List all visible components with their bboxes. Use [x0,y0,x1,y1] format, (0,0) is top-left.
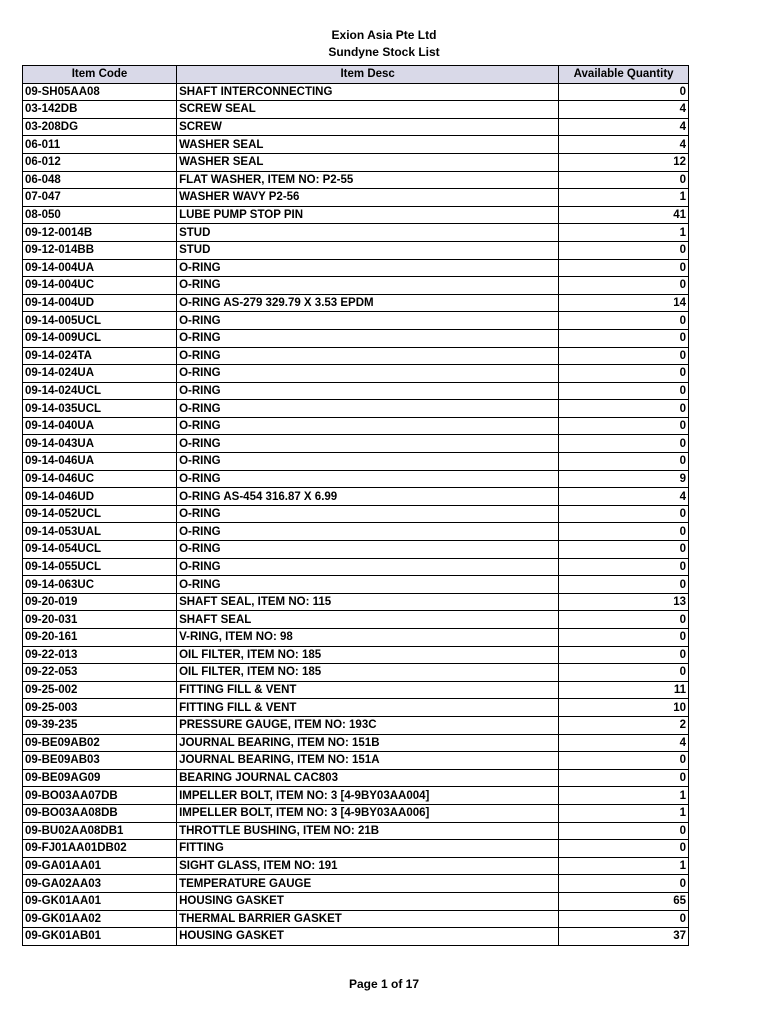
item-code-cell: 06-011 [23,136,177,154]
item-code-cell: 09-BE09AG09 [23,769,177,787]
table-row [23,593,689,611]
table-row [23,611,689,629]
item-code-cell: 09-14-024TA [23,347,177,365]
item-code-cell: 09-22-053 [23,664,177,682]
available-quantity-cell: 0 [559,171,689,189]
available-quantity-cell: 0 [559,312,689,330]
available-quantity-cell: 0 [559,365,689,383]
item-code-cell: 06-048 [23,171,177,189]
item-code-cell: 06-012 [23,153,177,171]
available-quantity-cell: 0 [559,541,689,559]
available-quantity-cell: 37 [559,928,689,946]
item-desc-cell: V-RING, ITEM NO: 98 [177,629,559,647]
item-desc-cell: SHAFT SEAL [177,611,559,629]
item-code-cell: 09-GK01AB01 [23,928,177,946]
item-code-cell: 09-14-024UCL [23,382,177,400]
item-code-cell: 09-14-004UC [23,277,177,295]
item-desc-cell: O-RING [177,312,559,330]
item-desc-cell: O-RING AS-279 329.79 X 3.53 EPDM [177,294,559,312]
available-quantity-cell: 1 [559,804,689,822]
available-quantity-cell: 0 [559,822,689,840]
item-desc-cell: THROTTLE BUSHING, ITEM NO: 21B [177,822,559,840]
item-code-cell: 09-BU02AA08DB1 [23,822,177,840]
table-row [23,277,689,295]
table-header-row [23,66,689,84]
available-quantity-cell: 0 [559,400,689,418]
available-quantity-cell: 0 [559,769,689,787]
available-quantity-cell: 9 [559,470,689,488]
table-row [23,523,689,541]
table-row [23,470,689,488]
available-quantity-cell: 0 [559,453,689,471]
table-row [23,752,689,770]
item-code-cell: 09-14-053UAL [23,523,177,541]
column-header-item-desc: Item Desc [177,66,559,84]
item-code-cell: 09-14-009UCL [23,329,177,347]
item-code-cell: 09-14-046UA [23,453,177,471]
table-row [23,294,689,312]
item-desc-cell: O-RING [177,382,559,400]
table-row [23,417,689,435]
item-code-cell: 09-25-002 [23,681,177,699]
available-quantity-cell: 0 [559,840,689,858]
item-desc-cell: JOURNAL BEARING, ITEM NO: 151B [177,734,559,752]
table-row [23,699,689,717]
item-desc-cell: O-RING [177,259,559,277]
item-desc-cell: FITTING FILL & VENT [177,681,559,699]
available-quantity-cell: 10 [559,699,689,717]
available-quantity-cell: 4 [559,118,689,136]
available-quantity-cell: 1 [559,224,689,242]
document-title: Sundyne Stock List [328,45,440,59]
item-desc-cell: JOURNAL BEARING, ITEM NO: 151A [177,752,559,770]
table-row [23,505,689,523]
item-code-cell: 09-12-014BB [23,241,177,259]
item-code-cell: 09-14-046UD [23,488,177,506]
available-quantity-cell: 41 [559,206,689,224]
table-row [23,136,689,154]
document-header [0,27,768,61]
item-desc-cell: SHAFT SEAL, ITEM NO: 115 [177,593,559,611]
available-quantity-cell: 0 [559,664,689,682]
available-quantity-cell: 1 [559,857,689,875]
table-row [23,892,689,910]
item-desc-cell: LUBE PUMP STOP PIN [177,206,559,224]
available-quantity-cell: 11 [559,681,689,699]
item-desc-cell: FITTING FILL & VENT [177,699,559,717]
available-quantity-cell: 13 [559,593,689,611]
available-quantity-cell: 0 [559,875,689,893]
item-desc-cell: O-RING [177,329,559,347]
item-code-cell: 09-14-046UC [23,470,177,488]
table-row [23,382,689,400]
item-desc-cell: BEARING JOURNAL CAC803 [177,769,559,787]
available-quantity-cell: 0 [559,83,689,101]
table-row [23,804,689,822]
table-row [23,928,689,946]
item-desc-cell: IMPELLER BOLT, ITEM NO: 3 [4-9BY03AA006] [177,804,559,822]
item-desc-cell: O-RING [177,400,559,418]
table-row [23,312,689,330]
item-code-cell: 09-12-0014B [23,224,177,242]
item-code-cell: 09-14-024UA [23,365,177,383]
table-row [23,453,689,471]
table-body [23,83,689,945]
available-quantity-cell: 0 [559,277,689,295]
item-code-cell: 09-20-019 [23,593,177,611]
column-header-item-code: Item Code [23,66,177,84]
item-desc-cell: O-RING [177,470,559,488]
item-code-cell: 09-GK01AA01 [23,892,177,910]
item-desc-cell: WASHER SEAL [177,153,559,171]
table-row [23,241,689,259]
item-desc-cell: OIL FILTER, ITEM NO: 185 [177,664,559,682]
available-quantity-cell: 1 [559,787,689,805]
item-desc-cell: O-RING [177,576,559,594]
item-desc-cell: HOUSING GASKET [177,928,559,946]
item-code-cell: 09-SH05AA08 [23,83,177,101]
item-desc-cell: O-RING [177,453,559,471]
table-row [23,646,689,664]
available-quantity-cell: 0 [559,241,689,259]
available-quantity-cell: 4 [559,136,689,154]
available-quantity-cell: 0 [559,611,689,629]
item-desc-cell: FITTING [177,840,559,858]
table-row [23,769,689,787]
item-desc-cell: SCREW SEAL [177,101,559,119]
table-row [23,857,689,875]
available-quantity-cell: 4 [559,488,689,506]
available-quantity-cell: 0 [559,259,689,277]
table-row [23,118,689,136]
table-row [23,734,689,752]
table-row [23,435,689,453]
item-desc-cell: HOUSING GASKET [177,892,559,910]
available-quantity-cell: 0 [559,646,689,664]
item-code-cell: 09-14-040UA [23,417,177,435]
item-desc-cell: FLAT WASHER, ITEM NO: P2-55 [177,171,559,189]
item-code-cell: 09-14-043UA [23,435,177,453]
table-row [23,206,689,224]
item-code-cell: 09-FJ01AA01DB02 [23,840,177,858]
item-desc-cell: SCREW [177,118,559,136]
item-desc-cell: O-RING [177,558,559,576]
item-desc-cell: O-RING [177,417,559,435]
table-row [23,153,689,171]
available-quantity-cell: 0 [559,505,689,523]
available-quantity-cell: 0 [559,382,689,400]
available-quantity-cell: 65 [559,892,689,910]
item-code-cell: 08-050 [23,206,177,224]
item-code-cell: 09-14-004UD [23,294,177,312]
item-desc-cell: PRESSURE GAUGE, ITEM NO: 193C [177,716,559,734]
table-row [23,224,689,242]
available-quantity-cell: 0 [559,752,689,770]
item-code-cell: 07-047 [23,189,177,207]
table-row [23,664,689,682]
company-name: Exion Asia Pte Ltd [331,28,437,42]
table-row [23,541,689,559]
table-row [23,400,689,418]
table-row [23,365,689,383]
item-code-cell: 09-14-004UA [23,259,177,277]
table-row [23,347,689,365]
item-code-cell: 09-20-161 [23,629,177,647]
item-desc-cell: STUD [177,241,559,259]
item-code-cell: 09-BE09AB02 [23,734,177,752]
available-quantity-cell: 4 [559,734,689,752]
table-row [23,576,689,594]
item-code-cell: 09-14-005UCL [23,312,177,330]
item-code-cell: 03-208DG [23,118,177,136]
item-desc-cell: O-RING [177,541,559,559]
item-desc-cell: O-RING [177,435,559,453]
table-row [23,558,689,576]
table-row [23,910,689,928]
table-row [23,716,689,734]
available-quantity-cell: 2 [559,716,689,734]
available-quantity-cell: 0 [559,910,689,928]
available-quantity-cell: 0 [559,558,689,576]
item-desc-cell: O-RING [177,523,559,541]
table-row [23,629,689,647]
item-code-cell: 09-14-055UCL [23,558,177,576]
available-quantity-cell: 0 [559,576,689,594]
available-quantity-cell: 4 [559,101,689,119]
available-quantity-cell: 0 [559,629,689,647]
table-row [23,875,689,893]
available-quantity-cell: 0 [559,329,689,347]
available-quantity-cell: 0 [559,347,689,365]
table-row [23,329,689,347]
item-code-cell: 09-GA02AA03 [23,875,177,893]
table-row [23,822,689,840]
item-code-cell: 09-14-063UC [23,576,177,594]
item-desc-cell: O-RING [177,347,559,365]
item-code-cell: 09-14-054UCL [23,541,177,559]
stock-table [22,65,689,946]
item-desc-cell: O-RING [177,505,559,523]
table-row [23,787,689,805]
item-code-cell: 09-GA01AA01 [23,857,177,875]
available-quantity-cell: 1 [559,189,689,207]
item-code-cell: 09-BO03AA08DB [23,804,177,822]
available-quantity-cell: 12 [559,153,689,171]
item-desc-cell: SHAFT INTERCONNECTING [177,83,559,101]
table-row [23,189,689,207]
table-row [23,488,689,506]
item-code-cell: 03-142DB [23,101,177,119]
item-code-cell: 09-GK01AA02 [23,910,177,928]
available-quantity-cell: 14 [559,294,689,312]
item-desc-cell: O-RING [177,277,559,295]
page-number: Page 1 of 17 [348,977,420,991]
item-desc-cell: SIGHT GLASS, ITEM NO: 191 [177,857,559,875]
table-row [23,681,689,699]
available-quantity-cell: 0 [559,523,689,541]
item-code-cell: 09-14-035UCL [23,400,177,418]
table-row [23,171,689,189]
item-desc-cell: WASHER SEAL [177,136,559,154]
item-desc-cell: OIL FILTER, ITEM NO: 185 [177,646,559,664]
item-desc-cell: WASHER WAVY P2-56 [177,189,559,207]
item-desc-cell: O-RING AS-454 316.87 X 6.99 [177,488,559,506]
table-row [23,259,689,277]
item-desc-cell: O-RING [177,365,559,383]
item-desc-cell: IMPELLER BOLT, ITEM NO: 3 [4-9BY03AA004] [177,787,559,805]
item-desc-cell: STUD [177,224,559,242]
item-code-cell: 09-14-052UCL [23,505,177,523]
table-row [23,840,689,858]
table-row [23,101,689,119]
item-code-cell: 09-25-003 [23,699,177,717]
available-quantity-cell: 0 [559,417,689,435]
item-code-cell: 09-20-031 [23,611,177,629]
item-code-cell: 09-39-235 [23,716,177,734]
column-header-available-quantity: Available Quantity [559,66,689,84]
item-desc-cell: TEMPERATURE GAUGE [177,875,559,893]
available-quantity-cell: 0 [559,435,689,453]
item-code-cell: 09-BO03AA07DB [23,787,177,805]
item-desc-cell: THERMAL BARRIER GASKET [177,910,559,928]
item-code-cell: 09-BE09AB03 [23,752,177,770]
item-code-cell: 09-22-013 [23,646,177,664]
table-row [23,83,689,101]
